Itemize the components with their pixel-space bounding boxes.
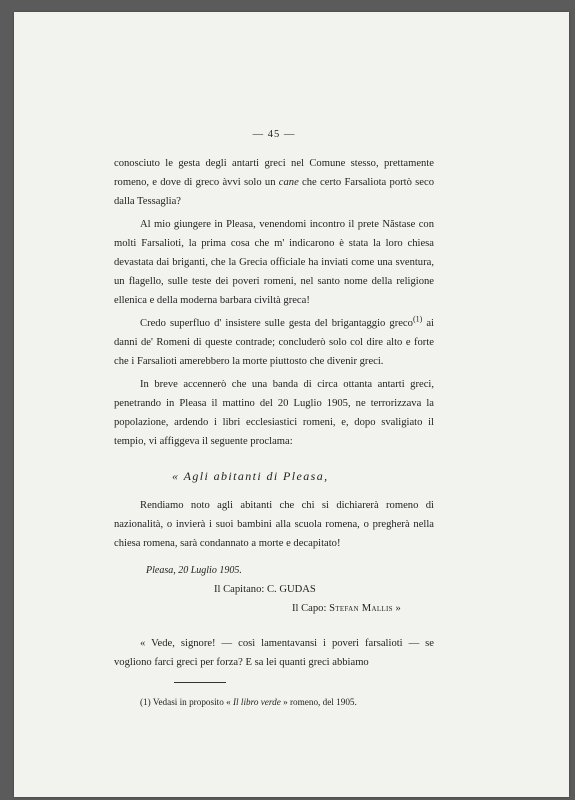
- signature-chief-prefix: Il Capo:: [292, 603, 330, 614]
- footnote-rest: » romeno, del 1905.: [283, 697, 357, 707]
- closing-paragraph: « Vede, signore! — così lamentavansi i poveri farsalioti — se vogliono farci greci per forza? E sa lei quanti greci abbiamo: [114, 638, 434, 668]
- proclamation-heading: « Agli abitanti di Pleasa,: [172, 469, 329, 483]
- paragraph-2: Al mio giungere in Pleasa, venendomi incontro il prete Năstase con molti Farsalioti, la prima cosa che m' indicarono è stata la loro chiesa devastata dai briganti, che la Grecia officiale ha inviati come una sventura, un flagello, sulle teste dei poveri romeni, nel santo nome della religione ellenica e della moderna barbara civiltà greca!: [114, 219, 434, 306]
- document-page: [14, 12, 569, 797]
- paragraph-4: In breve accennerò che una banda di circa ottanta antarti greci, penetrando in Pleasa il mattino del 20 Luglio 1905, ne terrorizzava la popolazione, ardendo i libri ecclesiastici romeni, e, dopo svaligiato il tempio, vi affiggeva il seguente proclama:: [114, 379, 434, 447]
- footnote-title: Il libro verde: [230, 697, 284, 707]
- paragraph-3: [114, 314, 434, 371]
- page-number: — 45 —: [252, 129, 296, 140]
- page-content: [114, 129, 434, 709]
- proclamation-body: Rendiamo noto agli abitanti che chi si dichiarerà romeno di nazionalità, o invierà i suoi bambini alla scuola romena, o pregherà nella chiesa romena, sarà condannato a morte e decapitato!: [114, 500, 434, 549]
- paragraph-3-end: ai danni de' Romeni di queste contrade; concluderò solo col dire alto e forte che i Farsalioti amerebbero la morte piuttosto che divenir greci.: [114, 318, 435, 367]
- emphasized-word: cane: [278, 177, 299, 188]
- signature-captain: Il Capitano: C. GUDAS: [214, 584, 316, 595]
- footnote-number: (1) Vedasi in proposito «: [140, 697, 231, 707]
- paragraph-3-start: Credo superfluo d' insistere sulle gesta del brigantaggio greco: [140, 318, 413, 329]
- signature-chief: [114, 599, 434, 618]
- paragraph-1: [114, 154, 434, 211]
- signature-chief-name: Stefan Mallis: [329, 603, 393, 614]
- footnote-reference: (1): [412, 314, 423, 324]
- footnote: [114, 695, 434, 709]
- footnote-divider: [174, 682, 226, 683]
- signature-chief-suffix: »: [392, 603, 401, 614]
- paragraph-1-end: che certo Farsaliota portò seco dalla Tessaglia?: [114, 177, 434, 207]
- proclamation-date: Pleasa, 20 Luglio 1905.: [146, 565, 242, 576]
- paragraph-1-start: conosciuto le gesta degli antarti greci nel Comune stesso, prettamente romeno, e dove di greco àvvi solo un: [114, 158, 434, 188]
